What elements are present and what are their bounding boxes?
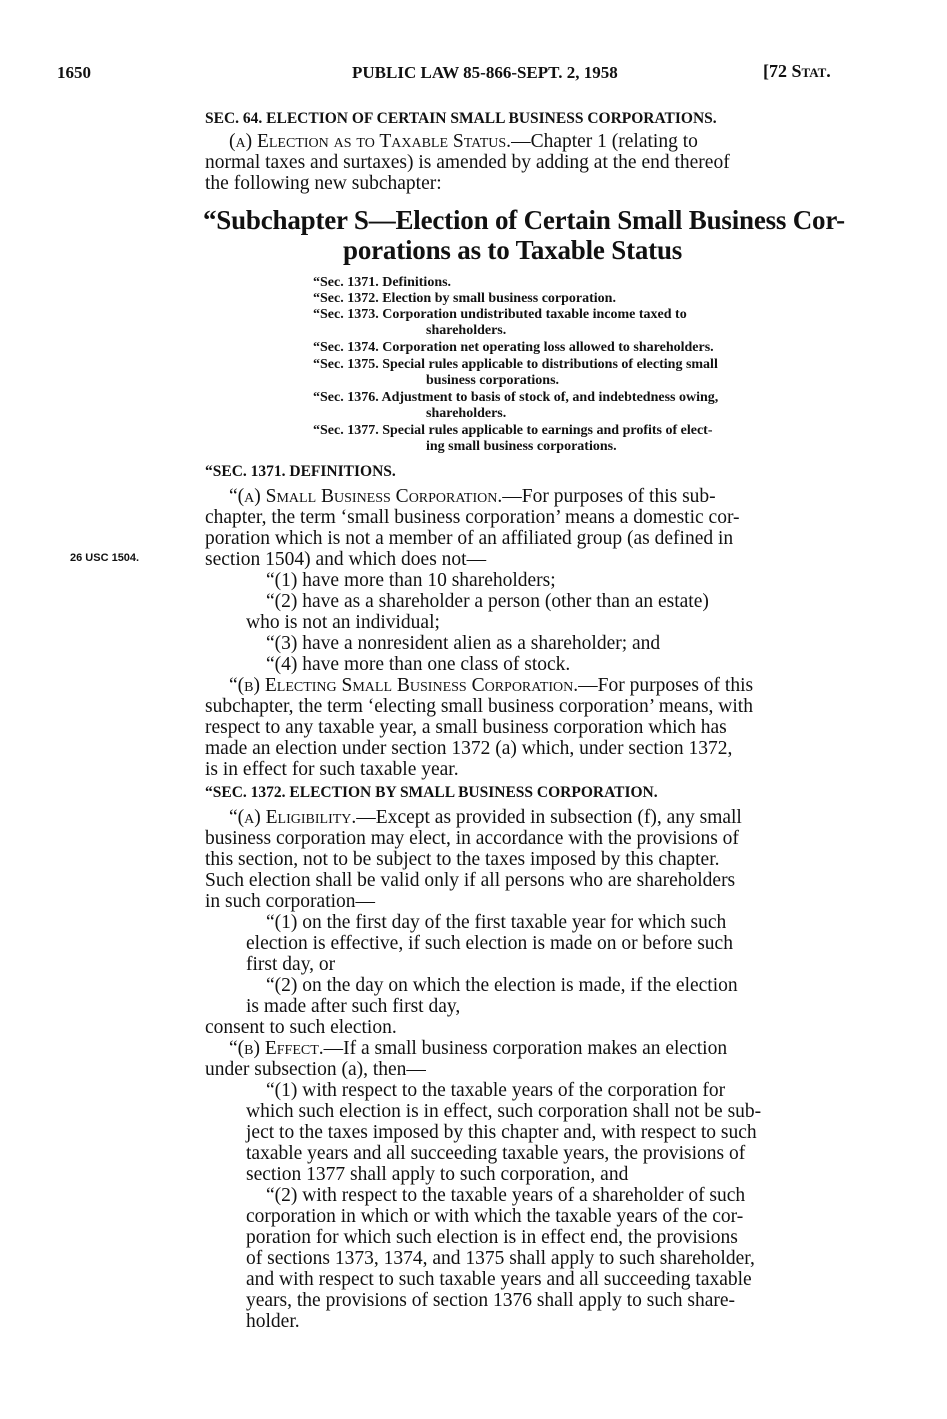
section-1372-clause: years, the provisions of section 1376 shall apply to such share- <box>246 1290 736 1311</box>
section-64-heading: SEC. 64. ELECTION OF CERTAIN SMALL BUSINESS CORPORATIONS. <box>205 110 717 127</box>
subchapter-title-line-1: “Subchapter S—Election of Certain Small Business Cor- <box>203 205 845 235</box>
section-1371-line: poration which is not a member of an affiliated group (as defined in <box>205 528 734 549</box>
toc-entry-continuation: shareholders. <box>426 406 507 421</box>
section-1372-line: business corporation may elect, in accordance with the provisions of <box>205 828 739 849</box>
section-1371-b-caption: “(b) Electing Small Business Corporation. <box>229 675 579 696</box>
running-title: PUBLIC LAW 85-866-SEPT. 2, 1958 <box>352 63 618 82</box>
section-64-paragraph-a-line: (a) Election as to Taxable Status.—Chapter 1 (relating to <box>229 131 698 152</box>
section-1371-line: subchapter, the term ‘electing small business corporation’ means, with <box>205 696 753 717</box>
section-1372-clause: is made after such first day, <box>246 996 461 1017</box>
margin-note: 26 USC 1504. <box>70 552 140 564</box>
section-1372-line: in such corporation— <box>205 891 376 912</box>
section-1371-line: respect to any taxable year, a small business corporation which has <box>205 717 727 738</box>
section-1371-b-line: “(b) Electing Small Business Corporation.—For purposes of this <box>229 675 754 696</box>
section-1372-a-line: “(a) Eligibility.—Except as provided in subsection (f), any small <box>229 807 742 828</box>
section-1371-clause: “(3) have a nonresident alien as a shareholder; and <box>266 633 661 654</box>
section-1372-clause: ject to the taxes imposed by this chapter and, with respect to such <box>246 1122 757 1143</box>
section-1371-clause: “(4) have more than one class of stock. <box>266 654 571 675</box>
section-1372-line: Such election shall be valid only if all persons who are shareholders <box>205 870 736 891</box>
section-1372-clause: which such election is in effect, such corporation shall not be sub- <box>246 1101 762 1122</box>
section-1372-a-caption: “(a) Eligibility. <box>229 807 357 828</box>
stat-reference: [72 Stat. <box>763 61 831 81</box>
section-64-line: the following new subchapter: <box>205 173 442 194</box>
section-1372-clause: section 1377 shall apply to such corporation, and <box>246 1164 629 1185</box>
section-1371-line: section 1504) and which does not— <box>205 549 487 570</box>
section-1372-line: under subsection (a), then— <box>205 1059 426 1080</box>
section-1372-clause: taxable years and all succeeding taxable years, the provisions of <box>246 1143 746 1164</box>
section-1372-clause: “(2) on the day on which the election is made, if the election <box>266 975 738 996</box>
section-1371-clause: “(2) have as a shareholder a person (other than an estate) <box>266 591 709 612</box>
section-1372-clause: poration for which such election is in effect end, the provisions <box>246 1227 738 1248</box>
section-1372-clause: “(1) with respect to the taxable years of the corporation for <box>266 1080 726 1101</box>
section-1371-a-line: “(a) Small Business Corporation.—For purposes of this sub- <box>229 486 716 507</box>
section-1371-clause: who is not an individual; <box>246 612 440 633</box>
toc-entry: “Sec. 1376. Adjustment to basis of stock of, and indebtedness owing, <box>313 390 719 405</box>
section-1372-line: this section, not to be subject to the taxes imposed by this chapter. <box>205 849 720 870</box>
toc-entry: “Sec. 1371. Definitions. <box>313 275 452 290</box>
section-1372-clause: of sections 1373, 1374, and 1375 shall apply to such shareholder, <box>246 1248 755 1269</box>
subchapter-title-line-2: porations as to Taxable Status <box>343 235 683 265</box>
section-1372-clause: and with respect to such taxable years and all succeeding taxable <box>246 1269 752 1290</box>
toc-entry: “Sec. 1373. Corporation undistributed taxable income taxed to <box>313 307 687 322</box>
toc-entry: “Sec. 1377. Special rules applicable to earnings and profits of elect- <box>313 423 713 438</box>
section-1372-clause: holder. <box>246 1311 300 1332</box>
section-1371-clause: “(1) have more than 10 shareholders; <box>266 570 556 591</box>
section-1372-clause: corporation in which or with which the taxable years of the cor- <box>246 1206 744 1227</box>
toc-entry: “Sec. 1374. Corporation net operating loss allowed to shareholders. <box>313 340 714 355</box>
toc-entry-continuation: ing small business corporations. <box>426 439 617 454</box>
section-1372-clause: election is effective, if such election is made on or before such <box>246 933 733 954</box>
toc-entry-continuation: shareholders. <box>426 323 507 338</box>
section-1371-line: made an election under section 1372 (a) which, under section 1372, <box>205 738 733 759</box>
section-1372-b-line: “(b) Effect.—If a small business corporation makes an election <box>229 1038 728 1059</box>
toc-entry-continuation: business corporations. <box>426 373 560 388</box>
section-1372-b-caption: “(b) Effect. <box>229 1038 324 1059</box>
page-number: 1650 <box>57 63 91 82</box>
section-1371-a-caption: “(a) Small Business Corporation. <box>229 486 503 507</box>
toc-entry: “Sec. 1375. Special rules applicable to distributions of electing small <box>313 357 718 372</box>
section-1372-heading: “SEC. 1372. ELECTION BY SMALL BUSINESS CORPORATION. <box>205 784 658 801</box>
section-1371-line: chapter, the term ‘small business corporation’ means a domestic cor- <box>205 507 740 528</box>
toc-entry: “Sec. 1372. Election by small business corporation. <box>313 291 616 306</box>
section-1372-clause: first day, or <box>246 954 336 975</box>
section-1371-line: is in effect for such taxable year. <box>205 759 459 780</box>
section-1372-clause: “(2) with respect to the taxable years of a shareholder of such <box>266 1185 746 1206</box>
section-1372-line: consent to such election. <box>205 1017 397 1038</box>
section-64-line: normal taxes and surtaxes) is amended by adding at the end thereof <box>205 152 730 173</box>
section-1371-heading: “SEC. 1371. DEFINITIONS. <box>205 463 396 480</box>
section-64-a-caption: (a) Election as to Taxable Status. <box>229 131 512 152</box>
section-1372-clause: “(1) on the first day of the first taxable year for which such <box>266 912 727 933</box>
